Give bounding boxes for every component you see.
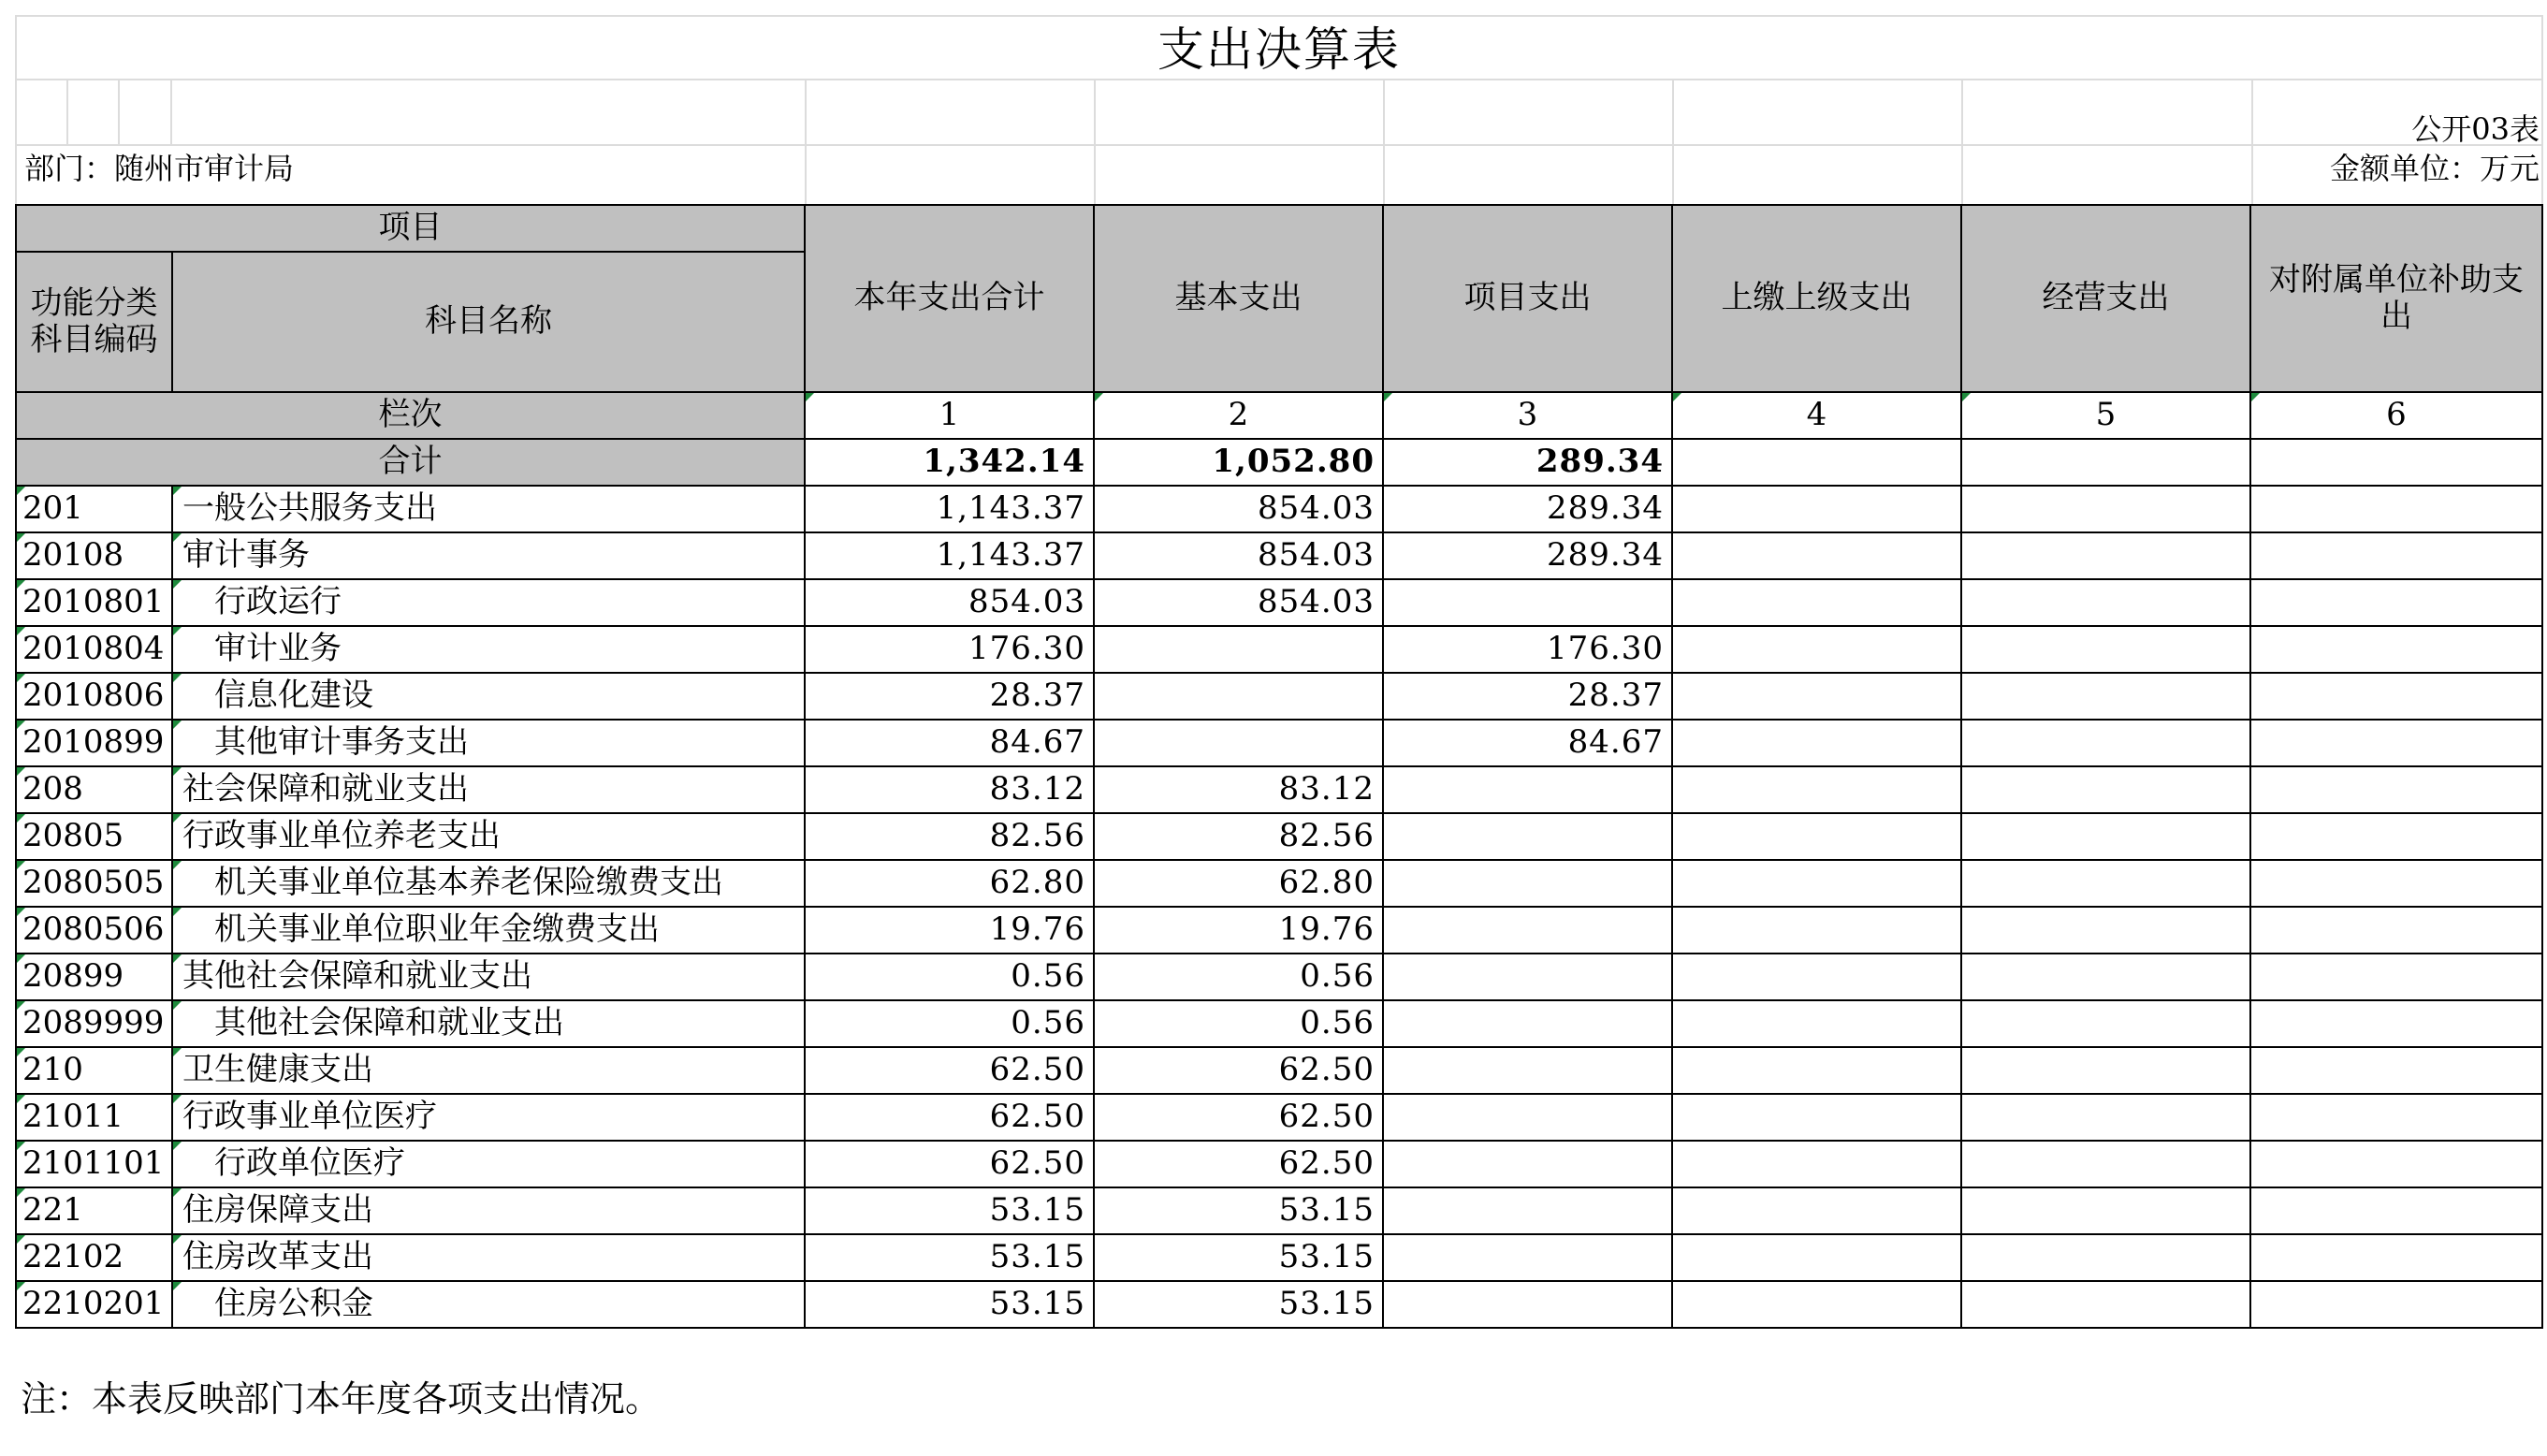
amount-cell (1672, 1281, 1961, 1328)
header-code: 功能分类科目编码 (16, 252, 172, 392)
total-row (16, 439, 2542, 486)
page-title: 支出决算表 (1157, 22, 1401, 77)
table-row (16, 1187, 2542, 1234)
amount-cell (2250, 532, 2542, 579)
amount-cell (1383, 1234, 1672, 1281)
subject-name: 住房改革支出 (172, 1234, 805, 1281)
subject-name: 行政事业单位医疗 (172, 1094, 805, 1141)
total-value: 1,052.80 (1094, 439, 1383, 486)
amount-cell (1961, 813, 2250, 860)
subject-name: 其他社会保障和就业支出 (172, 954, 805, 1000)
amount-cell (1672, 1047, 1961, 1094)
amount-cell (1383, 766, 1672, 813)
amount-cell (1672, 1000, 1961, 1047)
amount-cell (2250, 860, 2542, 907)
header-col-1: 本年支出合计 (805, 205, 1094, 392)
amount-cell: 53.15 (1094, 1187, 1383, 1234)
col-number: 4 (1672, 392, 1961, 439)
amount-cell (1383, 579, 1672, 626)
amount-cell (1383, 860, 1672, 907)
amount-cell (1961, 1234, 2250, 1281)
amount-cell: 53.15 (1094, 1281, 1383, 1328)
amount-cell (1961, 1000, 2250, 1047)
amount-cell (1672, 907, 1961, 954)
total-value (1672, 439, 1961, 486)
amount-cell (1672, 1187, 1961, 1234)
table-row (16, 1047, 2542, 1094)
subject-code: 210 (16, 1047, 172, 1094)
table-row (16, 532, 2542, 579)
subject-name: 机关事业单位职业年金缴费支出 (172, 907, 805, 954)
subject-name: 其他审计事务支出 (172, 720, 805, 766)
amount-cell: 0.56 (805, 1000, 1094, 1047)
amount-cell (1383, 1000, 1672, 1047)
table-row (16, 954, 2542, 1000)
amount-cell: 854.03 (1094, 532, 1383, 579)
subject-code: 22102 (16, 1234, 172, 1281)
amount-cell: 62.50 (805, 1141, 1094, 1187)
amount-cell: 176.30 (805, 626, 1094, 673)
table-row (16, 1094, 2542, 1141)
subject-code: 21011 (16, 1094, 172, 1141)
subject-code: 2101101 (16, 1141, 172, 1187)
amount-cell: 176.30 (1383, 626, 1672, 673)
amount-cell: 62.50 (805, 1094, 1094, 1141)
amount-cell: 83.12 (805, 766, 1094, 813)
subject-code: 20899 (16, 954, 172, 1000)
amount-cell: 53.15 (1094, 1234, 1383, 1281)
amount-cell (1672, 626, 1961, 673)
table-row (16, 486, 2542, 532)
amount-cell (1961, 673, 2250, 720)
amount-cell: 62.50 (1094, 1141, 1383, 1187)
amount-cell: 62.80 (1094, 860, 1383, 907)
amount-cell (2250, 673, 2542, 720)
amount-cell (1961, 486, 2250, 532)
subject-name: 住房保障支出 (172, 1187, 805, 1234)
table-row (16, 766, 2542, 813)
subject-code: 2010806 (16, 673, 172, 720)
expenditure-table (15, 204, 2543, 1329)
col-number: 6 (2250, 392, 2542, 439)
subject-code: 2080506 (16, 907, 172, 954)
form-number: 公开03表 (2411, 111, 2540, 147)
subject-name: 其他社会保障和就业支出 (172, 1000, 805, 1047)
table-row (16, 907, 2542, 954)
amount-cell (1961, 907, 2250, 954)
amount-cell (1383, 1047, 1672, 1094)
amount-cell (2250, 1281, 2542, 1328)
table-row (16, 673, 2542, 720)
subject-code: 208 (16, 766, 172, 813)
amount-cell: 854.03 (1094, 486, 1383, 532)
amount-cell: 28.37 (1383, 673, 1672, 720)
amount-cell (1672, 766, 1961, 813)
amount-cell: 62.50 (805, 1047, 1094, 1094)
amount-cell: 289.34 (1383, 486, 1672, 532)
subject-name: 社会保障和就业支出 (172, 766, 805, 813)
amount-unit-label: 金额单位：万元 (2329, 151, 2540, 186)
amount-cell (1961, 626, 2250, 673)
department-label: 部门：随州市审计局 (24, 151, 295, 186)
subject-name: 信息化建设 (172, 673, 805, 720)
amount-cell (1094, 720, 1383, 766)
amount-cell (2250, 907, 2542, 954)
header-col-2: 基本支出 (1094, 205, 1383, 392)
amount-cell: 1,143.37 (805, 532, 1094, 579)
amount-cell (1672, 860, 1961, 907)
table-note: 注：本表反映部门本年度各项支出情况。 (21, 1378, 662, 1420)
amount-cell (1672, 486, 1961, 532)
amount-cell: 53.15 (805, 1281, 1094, 1328)
subject-name: 行政运行 (172, 579, 805, 626)
amount-cell (1383, 1141, 1672, 1187)
subject-code: 201 (16, 486, 172, 532)
amount-cell (1672, 1141, 1961, 1187)
amount-cell (1383, 1187, 1672, 1234)
table-body (16, 205, 2542, 1328)
amount-cell: 53.15 (805, 1234, 1094, 1281)
header-name: 科目名称 (172, 252, 805, 392)
subject-code: 221 (16, 1187, 172, 1234)
subject-code: 20805 (16, 813, 172, 860)
table-row (16, 626, 2542, 673)
amount-cell (1383, 954, 1672, 1000)
amount-cell: 0.56 (1094, 1000, 1383, 1047)
subject-code: 2210201 (16, 1281, 172, 1328)
col-number: 5 (1961, 392, 2250, 439)
amount-cell (2250, 1047, 2542, 1094)
amount-cell: 62.80 (805, 860, 1094, 907)
table-row (16, 813, 2542, 860)
total-label: 合计 (16, 439, 805, 486)
amount-cell: 19.76 (1094, 907, 1383, 954)
amount-cell: 854.03 (805, 579, 1094, 626)
amount-cell (1961, 720, 2250, 766)
amount-cell (1672, 1094, 1961, 1141)
table-row (16, 1234, 2542, 1281)
amount-cell (1672, 673, 1961, 720)
amount-cell (2250, 720, 2542, 766)
amount-cell (2250, 1000, 2542, 1047)
subject-code: 2089999 (16, 1000, 172, 1047)
amount-cell (1383, 907, 1672, 954)
amount-cell: 28.37 (805, 673, 1094, 720)
amount-cell: 82.56 (805, 813, 1094, 860)
amount-cell (2250, 1094, 2542, 1141)
amount-cell (1094, 626, 1383, 673)
amount-cell (1383, 1094, 1672, 1141)
amount-cell (1961, 1094, 2250, 1141)
col-label: 栏次 (16, 392, 805, 439)
amount-cell: 62.50 (1094, 1047, 1383, 1094)
total-value: 289.34 (1383, 439, 1672, 486)
col-number: 3 (1383, 392, 1672, 439)
amount-cell (2250, 579, 2542, 626)
header-col-3: 项目支出 (1383, 205, 1672, 392)
subject-name: 住房公积金 (172, 1281, 805, 1328)
amount-cell: 0.56 (805, 954, 1094, 1000)
amount-cell (1672, 532, 1961, 579)
total-value (2250, 439, 2542, 486)
amount-cell: 1,143.37 (805, 486, 1094, 532)
amount-cell (2250, 1234, 2542, 1281)
subject-name: 一般公共服务支出 (172, 486, 805, 532)
subject-code: 2080505 (16, 860, 172, 907)
header-col-5: 经营支出 (1961, 205, 2250, 392)
subject-name: 行政单位医疗 (172, 1141, 805, 1187)
subject-name: 机关事业单位基本养老保险缴费支出 (172, 860, 805, 907)
header-col-4: 上缴上级支出 (1672, 205, 1961, 392)
amount-cell: 84.67 (1383, 720, 1672, 766)
amount-cell: 84.67 (805, 720, 1094, 766)
table-row (16, 720, 2542, 766)
table-row (16, 1000, 2542, 1047)
column-number-row (16, 392, 2542, 439)
amount-cell (1961, 1141, 2250, 1187)
amount-cell: 19.76 (805, 907, 1094, 954)
amount-cell (1961, 532, 2250, 579)
amount-cell: 53.15 (805, 1187, 1094, 1234)
amount-cell: 62.50 (1094, 1094, 1383, 1141)
amount-cell: 82.56 (1094, 813, 1383, 860)
amount-cell (2250, 1141, 2542, 1187)
amount-cell: 289.34 (1383, 532, 1672, 579)
subject-name: 卫生健康支出 (172, 1047, 805, 1094)
subject-code: 2010899 (16, 720, 172, 766)
amount-cell (1961, 1047, 2250, 1094)
subject-code: 2010801 (16, 579, 172, 626)
table-row (16, 579, 2542, 626)
table-row (16, 1281, 2542, 1328)
amount-cell (2250, 486, 2542, 532)
header-item: 项目 (16, 205, 805, 252)
amount-cell (1961, 1281, 2250, 1328)
header-col-6: 对附属单位补助支出 (2250, 205, 2542, 392)
amount-cell (1094, 673, 1383, 720)
col-number: 1 (805, 392, 1094, 439)
total-value: 1,342.14 (805, 439, 1094, 486)
amount-cell (2250, 766, 2542, 813)
amount-cell (1961, 579, 2250, 626)
subject-name: 审计事务 (172, 532, 805, 579)
total-value (1961, 439, 2250, 486)
amount-cell (2250, 813, 2542, 860)
subject-name: 行政事业单位养老支出 (172, 813, 805, 860)
col-number: 2 (1094, 392, 1383, 439)
amount-cell (1672, 954, 1961, 1000)
subject-code: 2010804 (16, 626, 172, 673)
amount-cell (1672, 813, 1961, 860)
amount-cell (2250, 1187, 2542, 1234)
table-row (16, 860, 2542, 907)
amount-cell (2250, 626, 2542, 673)
header-row-1 (16, 205, 2542, 252)
amount-cell (1672, 579, 1961, 626)
amount-cell (1961, 954, 2250, 1000)
amount-cell (1672, 1234, 1961, 1281)
amount-cell (1961, 860, 2250, 907)
amount-cell: 854.03 (1094, 579, 1383, 626)
amount-cell (2250, 954, 2542, 1000)
table-row (16, 1141, 2542, 1187)
subject-name: 审计业务 (172, 626, 805, 673)
amount-cell (1961, 1187, 2250, 1234)
amount-cell (1672, 720, 1961, 766)
amount-cell (1961, 766, 2250, 813)
amount-cell: 0.56 (1094, 954, 1383, 1000)
amount-cell (1383, 813, 1672, 860)
amount-cell: 83.12 (1094, 766, 1383, 813)
amount-cell (1383, 1281, 1672, 1328)
subject-code: 20108 (16, 532, 172, 579)
